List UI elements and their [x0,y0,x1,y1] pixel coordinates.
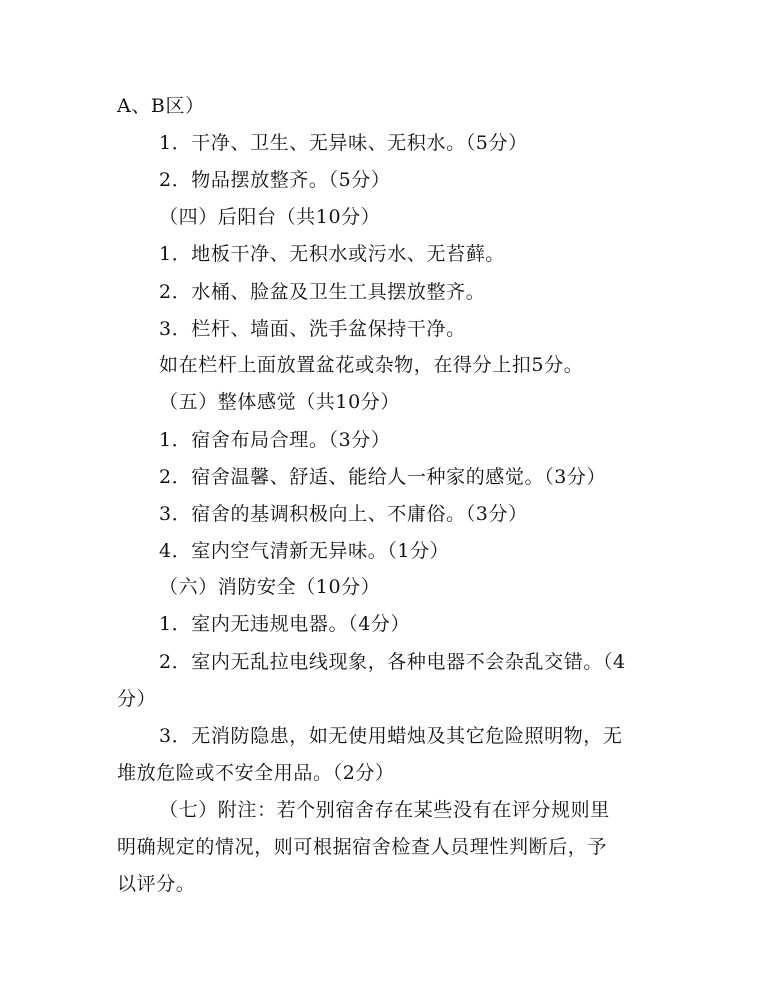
text-line: 明确规定的情况，则可根据宿舍检查人员理性判断后，予 [117,836,608,858]
text-line: 2．宿舍温馨、舒适、能给人一种家的感觉。（3分） [159,466,607,488]
text-line: 2．室内无乱拉电线现象，各种电器不会杂乱交错。（4 [159,651,626,673]
text-line: 2．物品摆放整齐。（5分） [159,169,391,191]
section-heading: （七）附注：若个别宿舍存在某些没有在评分规则里 [159,799,610,821]
section-heading: （五）整体感觉（共10分） [159,391,400,413]
text-line: 1．地板干净、无积水或污水、无苔藓。 [159,243,505,265]
section-heading: （四）后阳台（共10分） [159,206,381,228]
text-line: 分） [117,688,157,710]
text-line: 3．无消防隐患，如无使用蜡烛及其它危险照明物，无 [159,725,623,747]
text-line: 1．宿舍布局合理。（3分） [159,429,391,451]
text-line: 3．栏杆、墙面、洗手盆保持干净。 [159,318,466,340]
text-line: 以评分。 [117,873,196,895]
section-heading: （六）消防安全（10分） [159,576,381,598]
text-line: 1．干净、卫生、无异味、无积水。（5分） [159,132,528,154]
text-line: 1．室内无违规电器。（4分） [159,613,411,635]
text-line: 如在栏杆上面放置盆花或杂物，在得分上扣5分。 [159,354,584,376]
text-line: 2．水桶、脸盆及卫生工具摆放整齐。 [159,281,486,303]
text-line: 3．宿舍的基调积极向上、不庸俗。（3分） [159,503,528,525]
text-line: 4．室内空气清新无异味。（1分） [159,540,450,562]
text-line: 堆放危险或不安全用品。（2分） [117,762,395,784]
text-line: A、B区） [117,95,205,117]
